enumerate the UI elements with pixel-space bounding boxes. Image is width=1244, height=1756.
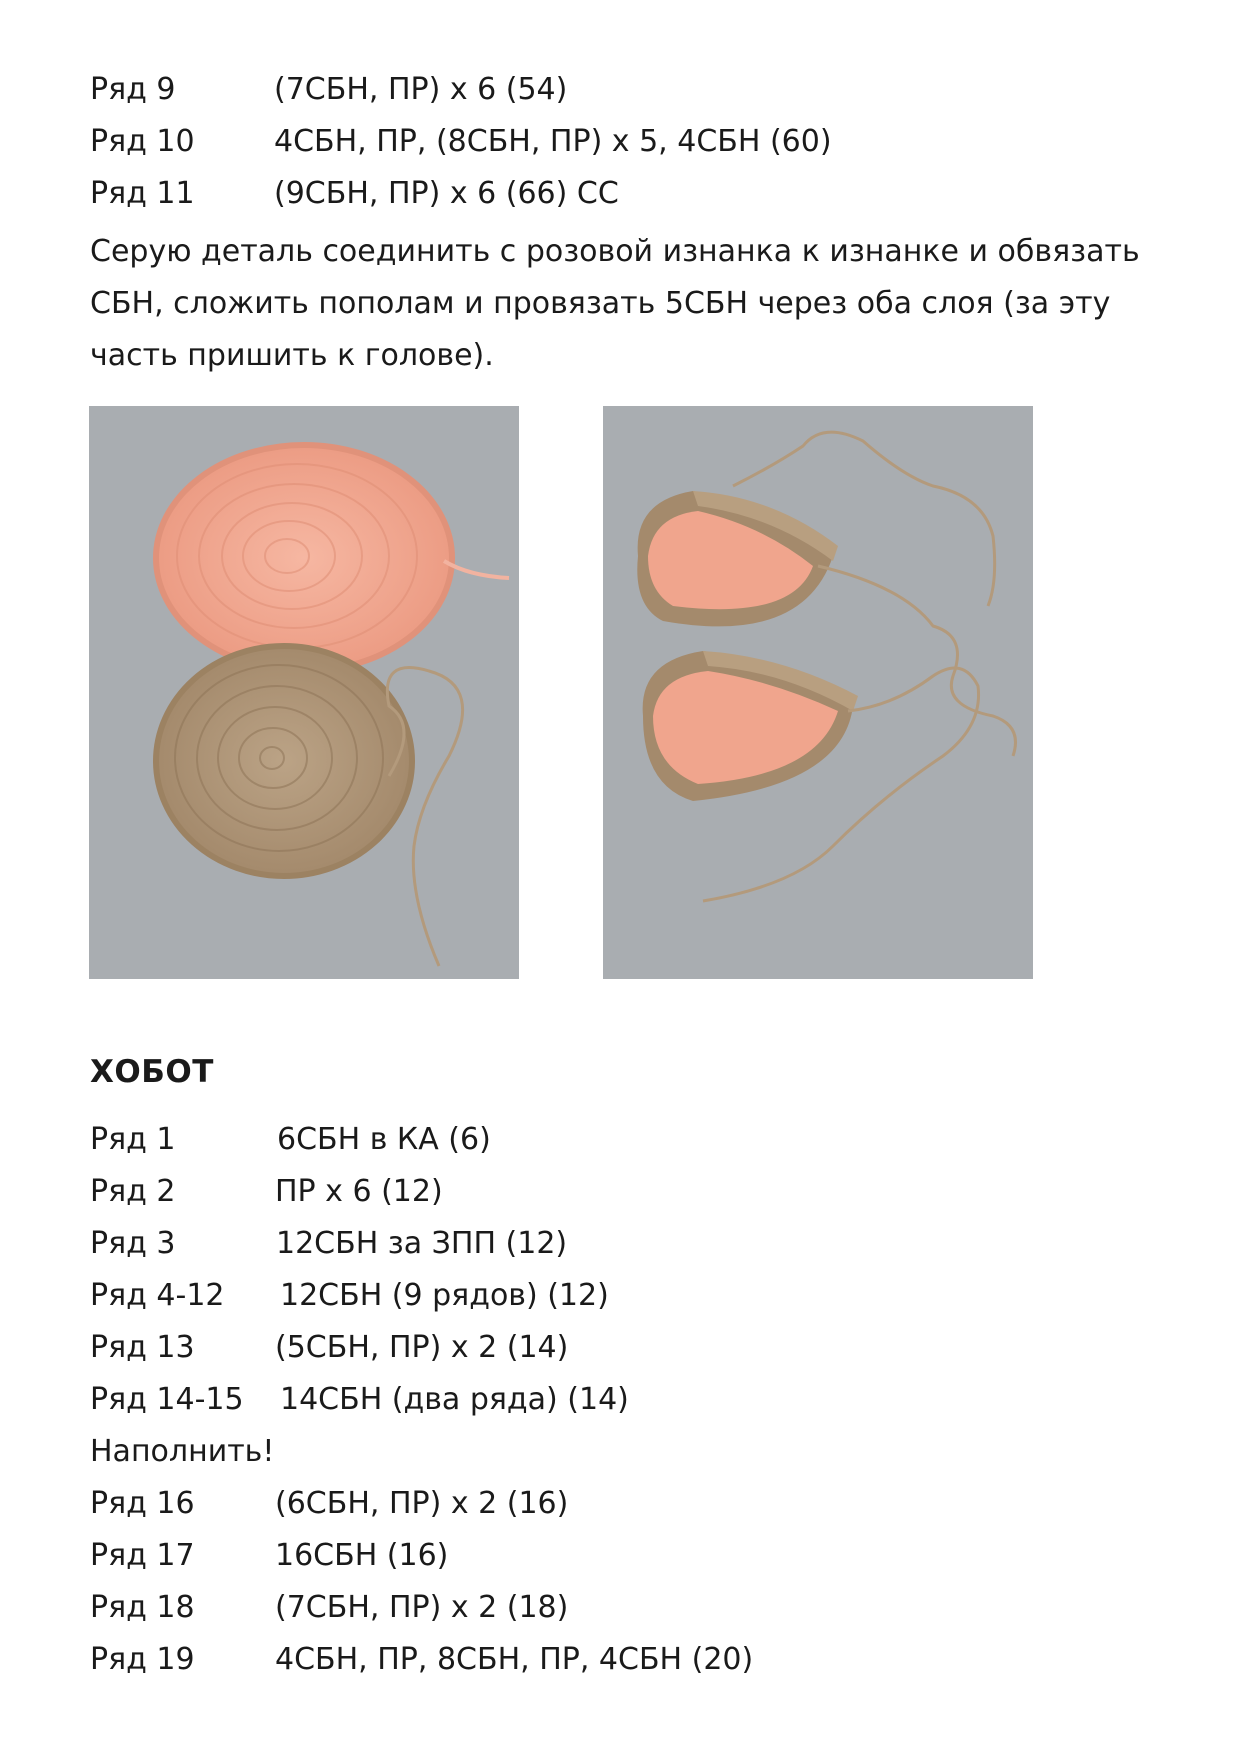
row-label: Ряд 4-12 [90,1278,225,1313]
row-label: Ряд 17 [90,1538,195,1573]
photo-crochet-ears [603,406,1033,979]
row-value: 6СБН в КА (6) [277,1122,491,1157]
photo-crochet-circles [89,406,519,979]
fill-note-text: Наполнить! [90,1434,275,1469]
row-value: 12СБН за ЗПП (12) [276,1226,568,1261]
row-value: ПР х 6 (12) [275,1174,443,1209]
row-label: Ряд 10 [90,124,195,159]
row-value: 14СБН (два ряда) (14) [280,1382,629,1417]
row-value: (5СБН, ПР) х 2 (14) [275,1330,569,1365]
instruction-line: СБН, сложить пополам и провязать 5СБН через оба слоя (за эту [90,286,1111,321]
instruction-line: часть пришить к голове). [90,338,494,373]
row-value: (6СБН, ПР) х 2 (16) [275,1486,569,1521]
row-label: Ряд 2 [90,1174,176,1209]
row-label: Ряд 18 [90,1590,195,1625]
row-label: Ряд 19 [90,1642,195,1677]
row-value: 4СБН, ПР, (8СБН, ПР) х 5, 4СБН (60) [274,124,832,159]
row-label: Ряд 3 [90,1226,176,1261]
row-value: 12СБН (9 рядов) (12) [280,1278,609,1313]
row-value: (7СБН, ПР) х 2 (18) [275,1590,569,1625]
row-value: (7СБН, ПР) х 6 (54) [274,72,568,107]
instruction-line: Серую деталь соединить с розовой изнанка к изнанке и обвязать [90,234,1140,269]
row-label: Ряд 1 [90,1122,176,1157]
row-label: Ряд 11 [90,176,195,211]
row-value: 4СБН, ПР, 8СБН, ПР, 4СБН (20) [275,1642,754,1677]
row-label: Ряд 16 [90,1486,195,1521]
row-label: Ряд 9 [90,72,176,107]
row-value: 16СБН (16) [275,1538,449,1573]
section-title: ХОБОТ [90,1054,214,1090]
row-label: Ряд 13 [90,1330,195,1365]
row-value: (9СБН, ПР) х 6 (66) СС [274,176,619,211]
row-label: Ряд 14-15 [90,1382,244,1417]
